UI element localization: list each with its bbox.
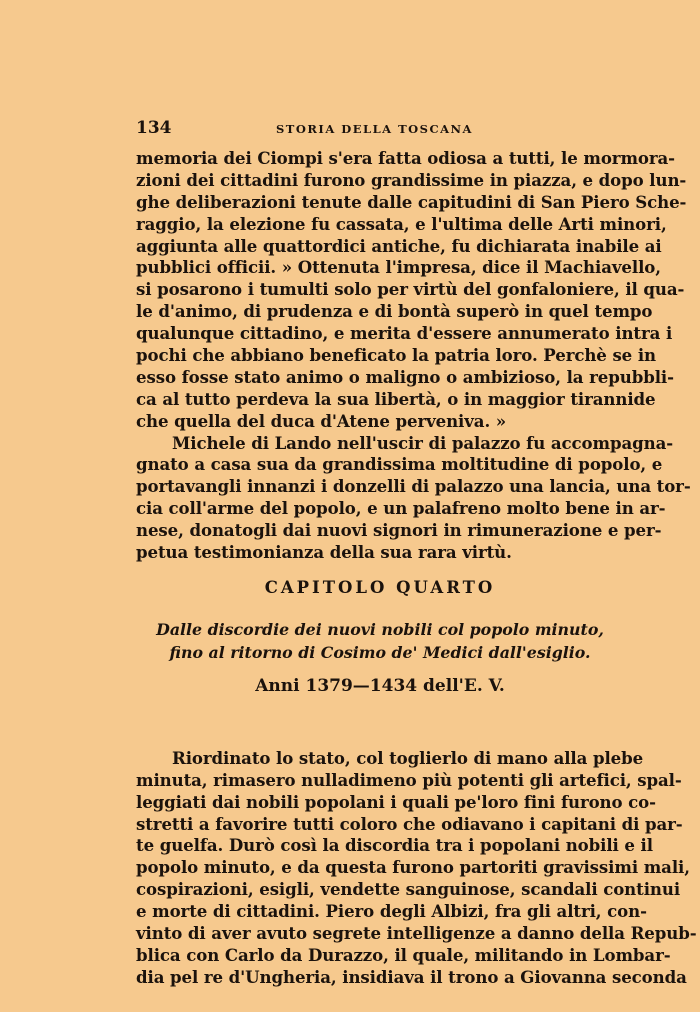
text-line: dia pel re d'Ungheria, insidiava il trono a Giovanna seconda [136,966,687,987]
text-line: ghe deliberazioni tenute dalle capitudini di San Piero Sche- [136,191,687,212]
text-line: pochi che abbiano beneficato la patria loro. Perchè se in [136,345,656,366]
text-line: pubblici officii. » Ottenuta l'impresa, dice il Machiavello, [136,257,661,278]
chapter-title: CAPITOLO QUARTO [264,577,496,597]
text-line: che quella del duca d'Atene perveniva. » [136,410,507,431]
text-line: esso fosse stato animo o maligno o ambizioso, la repubbli- [136,366,674,387]
chapter-years: Anni 1379—1434 dell'E. V. [255,675,505,696]
text-line: e morte di cittadini. Piero degli Albizi, fra gli altri, con- [136,901,647,922]
text-line: portavangli innanzi i donzelli di palazzo una lancia, una tor- [136,476,691,497]
text-line: ca al tutto perdeva la sua libertà, o in maggior tirannide [136,388,656,409]
text-line: memoria dei Ciompi s'era fatta odiosa a tutti, le mormora- [136,148,675,168]
text-line: zioni dei cittadini furono grandissime in piazza, e dopo lun- [136,169,687,190]
paragraph-3 [136,747,697,989]
text-line: stretti a favorire tutti coloro che odiavano i capitani di par- [136,813,683,834]
page-number: 134 [136,118,172,138]
text-line: cia coll'arme del popolo, e un palafreno molto bene in ar- [136,498,666,519]
text-line: nese, donatogli dai nuovi signori in rimunerazione e per- [136,520,662,541]
text-line: petua testimonianza della sua rara virtù. [136,542,512,563]
text-line: te guelfa. Durò così la discordia tra i popolani nobili e il [136,835,653,856]
text-line: Michele di Lando nell'uscir di palazzo fu accompagna- [172,432,674,453]
text-line: blica con Carlo da Durazzo, il quale, militando in Lombar- [136,944,671,965]
text-line: qualunque cittadino, e merita d'essere annumerato intra i [136,323,673,344]
chapter-subtitle [136,618,624,664]
text-line: vinto di aver avuto segrete intelligenze a danno della Repub- [136,923,697,944]
subtitle-line: fino al ritorno di Cosimo de' Medici dall'esiglio. [169,642,591,662]
subtitle-line: Dalle discordie dei nuovi nobili col popolo minuto, [156,619,604,639]
text-line: popolo minuto, e da questa furono partoriti gravissimi mali, [136,857,690,878]
text-line: Riordinato lo stato, col toglierlo di mano alla plebe [172,747,644,768]
text-line: raggio, la elezione fu cassata, e l'ultima delle Arti minori, [136,213,667,234]
page-content [136,118,697,989]
text-line: si posarono i tumulti solo per virtù del gonfaloniere, il qua- [136,279,685,300]
paragraph-2 [136,432,691,564]
text-line: cospirazioni, esigli, vendette sanguinose, scandali continui [136,879,681,900]
text-line: leggiati dai nobili popolani i quali pe'loro fini furono co- [136,791,656,812]
text-line: gnato a casa sua da grandissima moltitudine di popolo, e [136,454,663,475]
running-head: STORIA DELLA TOSCANA [276,122,473,136]
text-line: minuta, rimasero nulladimeno più potenti gli artefici, spal- [136,769,682,790]
page-header [136,118,624,148]
paragraph-1 [136,148,687,433]
text-line: aggiunta alle quattordici antiche, fu dichiarata inabile ai [136,235,662,256]
text-line: le d'animo, di prudenza e di bontà superò in quel tempo [136,301,653,322]
